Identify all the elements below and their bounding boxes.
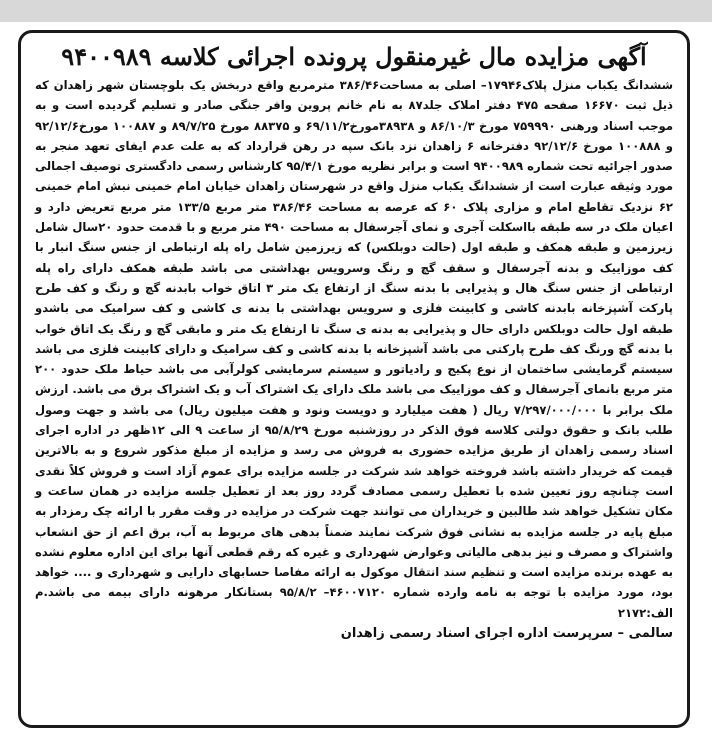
notice-title: آگهی مزایده مال غیرمنقول پرونده اجرائی کلاسه ۹۴۰۰۹۸۹ bbox=[61, 42, 647, 71]
notice-body: ششدانگ یکباب منزل پلاک۱۷۹۴۶– اصلی به مساحت۳۸۶/۴۶ مترمربع واقع دربخش یک بلوچستان شهر زاهدان که ذیل ثبت ۱۶۶۷۰ صفحه ۴۷۵ دفتر املاک جلد۸۷ به نام خانم پروین وافر جنگی صادر و تسلیم گردیده است و به موجب اسناد ورهنی ۷۵۹۹۹۰ مورخ ۸۶/۱۰/۳ و ۳۸۹۳۸مورخ۶۹/۱۱/۲ و ۸۸۳۷۵ مورخ ۸۹/۷/۲۵ و ۱۰۰۸۸۷ مورخ۹۲/۱۲/۶ و ۱۰۰۸۸۸ مورخ ۹۲/۱۲/۶ دفترخانه ۶ زاهدان نزد بانک سپه در رهن قرارداد که به علت عدم ایفای تعهد منجر به صدور اجرائیه تحت شماره ۹۴۰۰۹۸۹ است و برابر نظریه مورخ ۹۵/۴/۱ کارشناس رسمی دادگستری توصیف اجمالی مورد وثیقه عبارت است از ششدانگ یکباب منزل واقع در شهرستان زاهدان خیابان امام خمینی نبش امام خمینی ۶۲ نزدیک تقاطع امام و مزاری پلاک ۶۰ که عرصه به مساحت ۳۸۶/۴۶ متر مربع ۱۳۳/۵ متر مربع تعریض دارد و اعیان ملک در سه طبقه بااسکلت آجری و نمای آجرسفال به مساحت ۴۹۰ متر مربع و با قدمت حدود ۲۰سال شامل زیرزمین و طبقه همکف و طبقه اول (حالت دوبلکس) که زیرزمین شامل راه پله ارتباطی از جنس سنگ انبار با کف موزاییک و بدنه آجرسفال و سقف گچ و رنگ وسرویس بهداشتی می باشد طبقه همکف دارای راه پله ارتباطی از جنس سنگ هال و پذیرایی با بدنه سنگ از ارتفاع یک متر ۳ اتاق خواب بابدنه گچ و رنگ و کف طرح پارکت آشپزخانه بابدنه کاشی و کابینت فلزی و سرویس بهداشتی با بدنه ی کاشی و کف سرامیک می باشدو طبقه اول حالت دوبلکس دارای حال و پذیرایی به بدنه ی سنگ تا ارتفاع یک متر و مابقی گچ و رنگ یک اتاق خواب با بدنه گچ ورنگ کف طرح پارکتی می باشد آشپزخانه با بدنه کاشی و کف سرامیک و دارای کابینت فلزی می باشد سیستم گرمایشی ساختمان از نوع پکیج و رادیاتور و سیستم سرمایشی کولرآبی می باشد حیاط ملک حدود ۲۰۰ متر مربع بانمای آجرسفال و کف موزاییک می باشد ملک دارای یک اشتراک آب و یک اشتراک برق می باشد. ارزش ملک برابر با ۷/۲۹۷/۰۰۰/۰۰۰ ریال ( هفت میلیارد و دویست ونود و هفت میلیون ریال) می باشد و جهت وصول طلب بانک و حقوق دولتی کلاسه فوق الذکر در روزشنبه مورخ ۹۵/۸/۲۹ از ساعت ۹ الی ۱۲ظهر در اداره اجرای اسناد رسمی زاهدان از طریق مزایده حضوری به فروش می رسد و مزایده از مبلغ مذکور شروع و به بالاترین قیمت که خریدار داشته باشد فروخته خواهد شد شرکت در جلسه مزایده برای عموم آزاد است و فروش کلاً نقدی است چنانچه روز تعیین شده با تعطیل رسمی مصادف گردد روز بعد از تعطیل جلسه مزایده در همان ساعت و مکان تشکیل خواهد شد طالبین و خریداران می توانند جهت شرکت در مزایده در وقت مقرر با ارائه چک رمزدار به مبلغ پایه در جلسه مزایده به نشانی فوق شرکت نمایند ضمناً بدهی های مربوط به آب، برق اعم از حق انشعاب واشتراک و مصرف و نیز بدهی مالیاتی وعوارض شهرداری و غیره که رقم قطعی آنها برای این اداره معلوم نشده به عهده برنده مزایده است و تنظیم سند انتقال موکول به ارائه مفاصا حسابهای دارایی و شهرداری و .... خواهد بود، مورد مزایده با توجه به نامه وارده شماره ۴۶۰۰۷۱۲۰– ۹۵/۸/۲ بستانکار مرهونه دارای بیمه می باشد.م الف:۲۱۷۲ bbox=[35, 78, 674, 620]
notice-signature: سالمی – سرپرست اداره اجرای اسناد رسمی زاهدان bbox=[340, 626, 673, 642]
top-band bbox=[0, 0, 712, 22]
notice-frame bbox=[18, 30, 690, 728]
